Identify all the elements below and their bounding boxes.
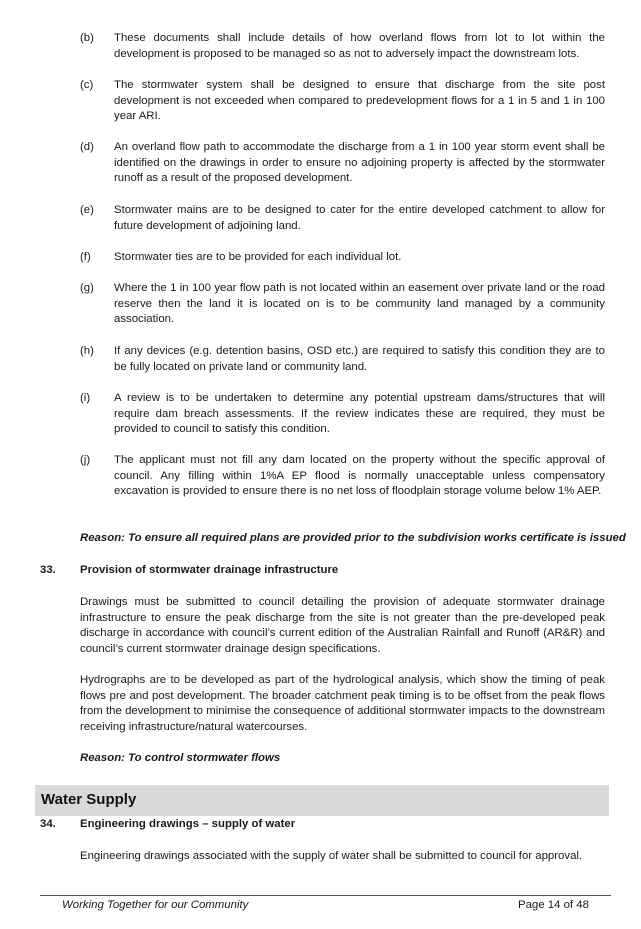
list-item-b	[80, 31, 605, 62]
section-heading-bar	[35, 785, 609, 816]
item-letter: (b)	[80, 32, 94, 44]
item-text: If any devices (e.g. detention basins, OSD etc.) are required to satisfy this condition they are to be fully located on private land or community land.	[114, 345, 605, 373]
item-text: The stormwater system shall be designed to ensure that discharge from the site post development is not exceeded when compared to predevelopment flows for a 1 in 5 and 1 in 100 year ARI.	[114, 79, 605, 123]
footer-tagline: Working Together for our Community	[62, 899, 249, 911]
body-paragraph: Drawings must be submitted to council detailing the provision of adequate stormwater drainage infrastructure to ensure the peak discharge from the site is not greater than the pre-developed peak discharge in accordance with council’s current edition of the Australian Rainfall and Runoff (AR&R) and council’s current stormwater drainage design specifications.	[80, 596, 605, 655]
item-text: Stormwater ties are to be provided for each individual lot.	[114, 251, 402, 263]
list-item-g	[80, 281, 605, 328]
section-heading: Water Supply	[41, 791, 137, 808]
item-letter: (i)	[80, 392, 91, 404]
list-item-h	[80, 344, 605, 375]
item-letter: (e)	[80, 204, 94, 216]
list-item-e	[80, 203, 605, 234]
page-number: Page 14 of 48	[518, 899, 589, 911]
reason-text: Reason: To ensure all required plans are provided prior to the subdivision works certificate is issued	[80, 532, 626, 544]
item-text: Where the 1 in 100 year flow path is not located within an easement over private land or the road reserve then the land it is located on is to be community land managed by a community association.	[114, 282, 605, 326]
item-text: The applicant must not fill any dam located on the property without the specific approval of council. Any filling within 1%A EP flood is normally unacceptable unless compensatory excavation is provided to ensure there is no net loss of floodplain storage volume below 1% AEP.	[114, 454, 605, 498]
item-text: These documents shall include details of how overland flows from lot to lot within the development is proposed to be managed so as not to adversely impact the downstream lots.	[114, 32, 605, 60]
reason-text: Reason: To control stormwater flows	[80, 752, 281, 764]
list-item-c	[80, 78, 605, 125]
condition-title: Provision of stormwater drainage infrastructure	[80, 564, 339, 576]
item-letter: (j)	[80, 454, 91, 466]
list-item-d	[80, 140, 605, 187]
body-paragraph: Engineering drawings associated with the supply of water shall be submitted to council for approval.	[80, 850, 583, 862]
item-letter: (h)	[80, 345, 94, 357]
item-text: An overland flow path to accommodate the discharge from a 1 in 100 year storm event shall be identified on the drawings in order to ensure no adjoining property is affected by the stormwater runoff as a result of the proposed development.	[114, 141, 605, 185]
condition-number: 33.	[40, 564, 56, 576]
list-item-j	[80, 453, 605, 500]
item-letter: (c)	[80, 79, 94, 91]
item-text: A review is to be undertaken to determine any potential upstream dams/structures that will require dam breach assessments. If the review indicates these are required, they must be provided to council to satisfy this condition.	[114, 392, 605, 436]
item-letter: (g)	[80, 282, 94, 294]
body-paragraph: Hydrographs are to be developed as part of the hydrological analysis, which show the timing of peak flows pre and post development. The broader catchment peak timing is to be offset from the peak flows from the development to minimise the consequence of additional stormwater impacts to the downstream receiving infrastructure/natural watercourses.	[80, 674, 605, 733]
item-letter: (d)	[80, 141, 94, 153]
list-item-i	[80, 391, 605, 438]
item-text: Stormwater mains are to be designed to cater for the entire developed catchment to allow for future development of adjoining land.	[114, 204, 605, 232]
condition-number: 34.	[40, 818, 56, 830]
condition-title: Engineering drawings – supply of water	[80, 818, 296, 830]
list-item-f	[80, 250, 605, 266]
item-letter: (f)	[80, 251, 91, 263]
footer-divider	[40, 895, 611, 896]
